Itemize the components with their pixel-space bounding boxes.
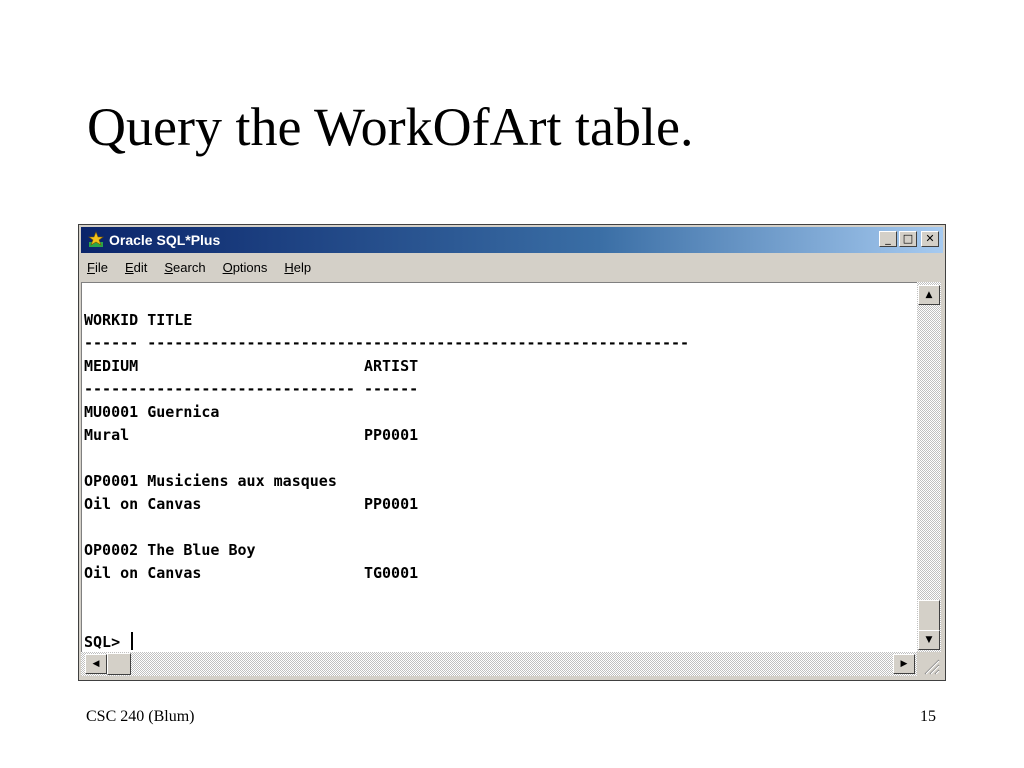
console-line: ------------------------------ ------ xyxy=(84,380,419,398)
console-line: Oil on Canvas PP0001 xyxy=(84,495,419,513)
console-line: WORKID TITLE xyxy=(84,311,193,329)
sqlplus-window xyxy=(78,224,946,681)
console-line: MU0001 Guernica xyxy=(84,403,220,421)
scroll-up-button[interactable]: ▲ xyxy=(918,285,940,305)
menu-options[interactable]: Options xyxy=(222,259,268,275)
footer-course: CSC 240 (Blum) xyxy=(86,708,195,725)
scroll-down-button[interactable]: ▼ xyxy=(918,630,940,650)
page-number: 15 xyxy=(920,708,936,725)
slide-title: Query the WorkOfArt table. xyxy=(87,97,694,157)
console-line: MEDIUM ARTIST xyxy=(84,357,419,375)
menu-file[interactable]: File xyxy=(87,259,108,275)
sql-prompt: SQL> xyxy=(84,633,130,651)
resize-grip-icon[interactable] xyxy=(917,652,941,676)
horizontal-scrollbar[interactable] xyxy=(81,652,917,676)
console-line: OP0002 The Blue Boy xyxy=(84,541,256,559)
scroll-right-button[interactable]: ▶ xyxy=(893,654,915,674)
vertical-scrollbar[interactable] xyxy=(917,282,941,652)
console-line: ------ ------------------------------------------------------------ xyxy=(84,334,690,352)
console-line: Mural PP0001 xyxy=(84,426,419,444)
menu-edit[interactable]: Edit xyxy=(124,259,148,275)
title-bar[interactable] xyxy=(81,227,943,253)
window-title: Oracle SQL*Plus xyxy=(109,232,221,248)
vertical-scroll-thumb[interactable] xyxy=(918,600,940,632)
console-line: Oil on Canvas TG0001 xyxy=(84,564,419,582)
oracle-sqlplus-icon xyxy=(87,231,105,249)
menu-help[interactable]: Help xyxy=(284,259,312,275)
horizontal-scroll-thumb[interactable] xyxy=(107,653,131,675)
scroll-left-button[interactable]: ◀ xyxy=(85,654,107,674)
console-line: OP0001 Musiciens aux masques xyxy=(84,472,337,490)
close-button[interactable]: ✕ xyxy=(921,231,939,247)
console-output[interactable] xyxy=(81,282,917,652)
minimize-button[interactable]: _ xyxy=(879,231,897,247)
maximize-button[interactable]: □ xyxy=(899,231,917,247)
text-cursor xyxy=(131,632,133,650)
menu-search[interactable]: Search xyxy=(164,259,206,275)
menu-bar xyxy=(81,255,943,279)
console-text xyxy=(82,283,917,652)
